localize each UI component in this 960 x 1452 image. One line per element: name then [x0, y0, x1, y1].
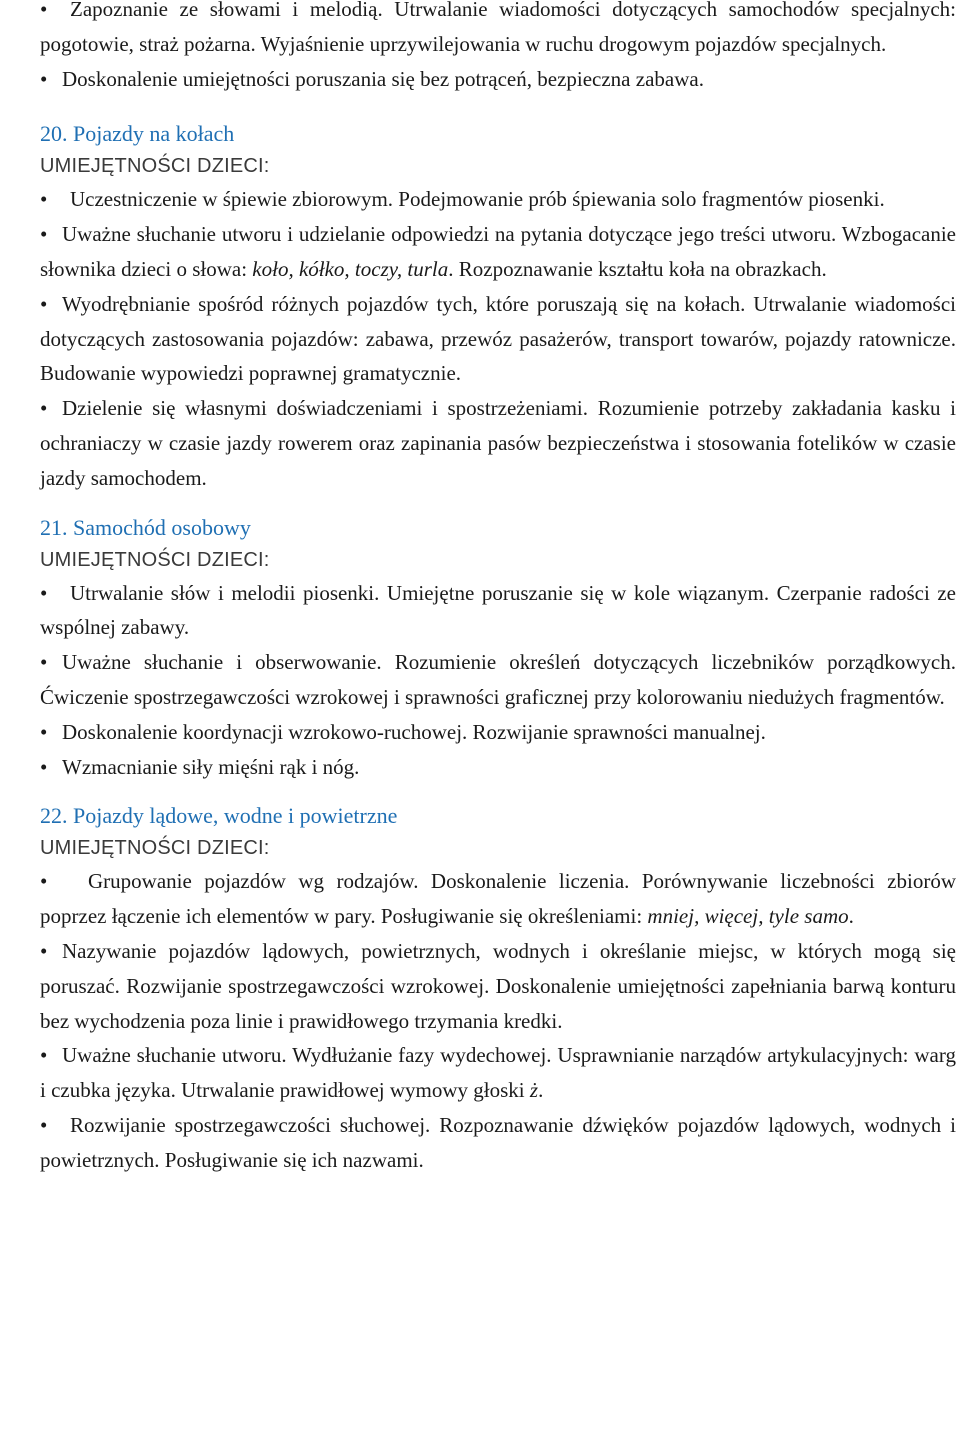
item-text: Nazywanie pojazdów lądowych, powietrznych, wodnych i określanie miejsc, w których mogą się poruszać. Rozwijanie spostrzegawczości wzrokowej. Doskonalenie umiejętności zapełniania barwą konturu bez wychodzenia poza linie i prawidłowego trzymania kredki. — [40, 938, 956, 1033]
skills-label: UMIEJĘTNOŚCI DZIECI: — [40, 155, 270, 178]
bullet: • — [40, 396, 48, 421]
section-21 — [40, 512, 956, 785]
section-title-text: Pojazdy lądowe, wodne i powietrzne — [73, 803, 398, 829]
bullet: • — [40, 187, 48, 212]
item-text: Wyodrębnianie spośród różnych pojazdów tych, które poruszają się na kołach. Utrwalanie wiadomości dotyczących zastosowania pojazdów: zabawa, przewóz pasażerów, transport towarów, pojazdy ratownicze. Budowanie wypowiedzi poprawnej gramatycznie. — [40, 291, 956, 386]
bullet: • — [40, 869, 48, 894]
item-text: Dzielenie się własnymi doświadczeniami i spostrzeżeniami. Rozumienie potrzeby zakładania kasku i ochraniaczy w czasie jazdy rowerem oraz zapinania pasów bezpieczeństwa i stosowania fotelików w czasie jazdy samochodem. — [40, 396, 956, 490]
bullet: • — [40, 719, 48, 744]
item-text: Uczestniczenie w śpiewie zbiorowym. Podejmowanie prób śpiewania solo fragmentów piosenki. — [70, 187, 885, 212]
section-number: 22. — [40, 803, 68, 829]
list-item — [40, 391, 956, 495]
bullet: • — [40, 0, 48, 21]
list-item — [40, 645, 956, 715]
item-text-end: . Rozpoznawanie kształtu koła na obrazkach. — [448, 256, 827, 281]
list-item — [40, 864, 956, 934]
item-text: Grupowanie pojazdów wg rodzajów. Doskonalenie liczenia. Porównywanie liczebności zbiorów poprzez łączenie ich elementów w pary. Posługiwanie się określeniami: — [40, 869, 956, 929]
list-item — [40, 182, 956, 217]
list-item — [40, 934, 956, 1038]
bullet: • — [40, 66, 48, 91]
bullet: • — [40, 754, 48, 779]
item-italic-words: koło, kółko, toczy, turla — [252, 256, 449, 281]
item-text: Wzmacnianie siły mięśni rąk i nóg. — [62, 754, 360, 779]
item-italic-words: mniej, więcej, tyle samo — [647, 904, 849, 929]
bullet: • — [40, 938, 48, 963]
section-number: 20. — [40, 121, 68, 147]
bullet: • — [40, 1112, 48, 1137]
section-title — [40, 512, 956, 544]
bullet: • — [40, 1043, 48, 1068]
bullet: • — [40, 291, 48, 316]
item-text: Doskonalenie koordynacji wzrokowo-ruchowej. Rozwijanie sprawności manualnej. — [62, 719, 766, 744]
section-number: 21. — [40, 514, 68, 540]
skills-label: UMIEJĘTNOŚCI DZIECI: — [40, 837, 270, 860]
item-italic-words: ż — [529, 1078, 539, 1103]
document-page — [40, 0, 956, 1178]
section-22 — [40, 800, 956, 1177]
item-text: Rozwijanie spostrzegawczości słuchowej. Rozpoznawanie dźwięków pojazdów lądowych, wodnych i powietrznych. Posługiwanie się ich nazwami. — [40, 1112, 956, 1172]
intro-paragraph-2 — [40, 62, 956, 97]
bullet: • — [40, 580, 48, 605]
bullet: • — [40, 222, 48, 247]
list-item — [40, 287, 956, 391]
list-item — [40, 217, 956, 287]
item-text: Uważne słuchanie utworu. Wydłużanie fazy wydechowej. Usprawnianie narządów artykulacyjnych: warg i czubka języka. Utrwalanie prawidłowej wymowy głoski — [40, 1043, 956, 1103]
item-text: Utrwalanie słów i melodii piosenki. Umiejętne poruszanie się w kole wiązanym. Czerpanie radości ze wspólnej zabawy. — [40, 580, 956, 640]
item-text-end: . — [848, 904, 854, 929]
section-title-text: Pojazdy na kołach — [73, 121, 235, 147]
intro-text-1: Zapoznanie ze słowami i melodią. Utrwalanie wiadomości dotyczących samochodów specjalnych: pogotowie, straż pożarna. Wyjaśnienie uprzywilejowania w ruchu drogowym pojazdów specjalnych. — [40, 0, 956, 56]
item-text-end: . — [538, 1078, 544, 1103]
item-text: Uważne słuchanie utworu i udzielanie odpowiedzi na pytania dotyczące jego treści utworu. Wzbogacanie słownika dzieci o słowa: — [40, 222, 956, 281]
list-item — [40, 576, 956, 646]
bullet: • — [40, 650, 48, 675]
list-item — [40, 1108, 956, 1178]
item-text: Uważne słuchanie i obserwowanie. Rozumienie określeń dotyczących liczebników porządkowych. Ćwiczenie spostrzegawczości wzrokowej i sprawności graficznej przy kolorowaniu niedużych fragmentów. — [40, 650, 956, 709]
section-title-text: Samochód osobowy — [73, 514, 251, 540]
section-title — [40, 800, 956, 832]
intro-text-2: Doskonalenie umiejętności poruszania się bez potrąceń, bezpieczna zabawa. — [62, 66, 704, 91]
intro-paragraph-1 — [40, 0, 956, 62]
skills-label: UMIEJĘTNOŚCI DZIECI: — [40, 548, 270, 571]
list-item — [40, 750, 956, 785]
section-20 — [40, 118, 956, 495]
list-item — [40, 1038, 956, 1108]
section-title — [40, 118, 956, 150]
list-item — [40, 715, 956, 750]
